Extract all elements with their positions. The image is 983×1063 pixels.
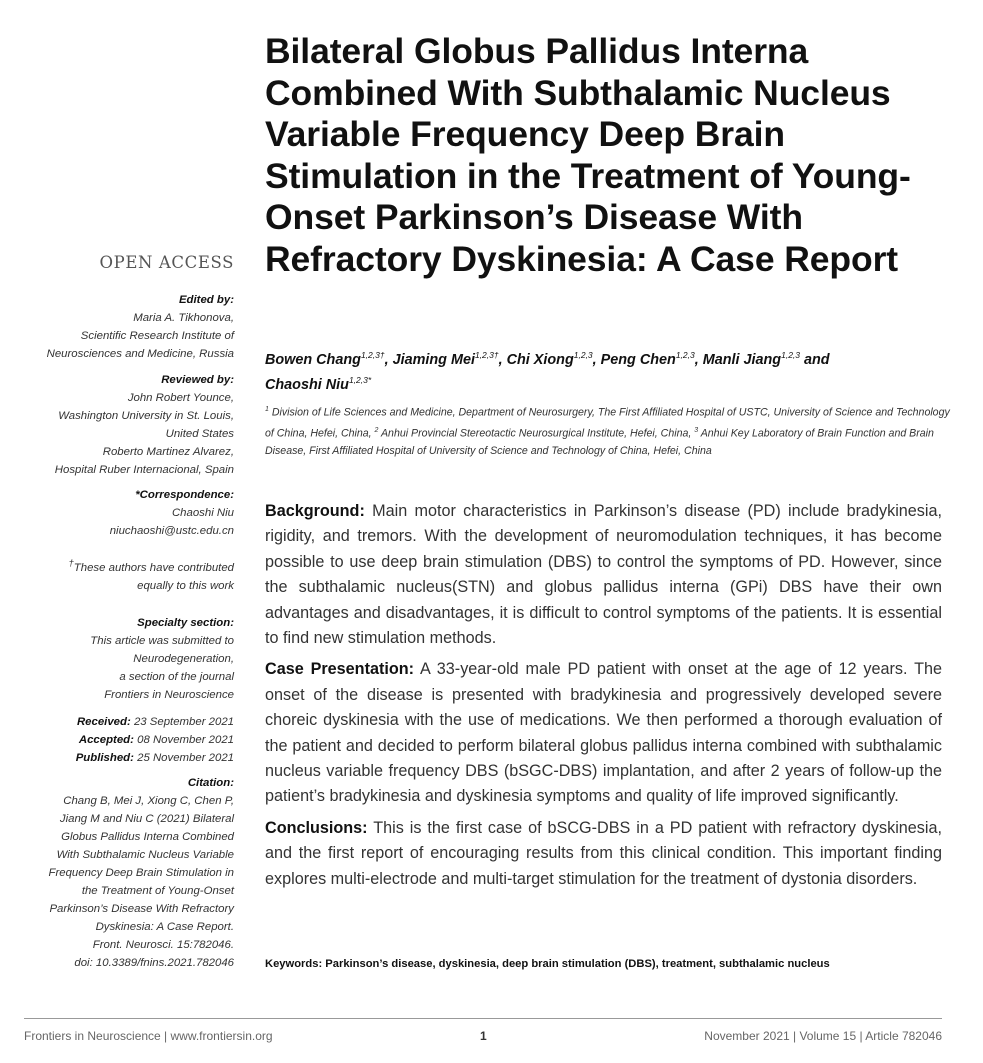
correspondence-name: Chaoshi Niu <box>171 507 234 519</box>
received-label: Received: <box>76 716 131 728</box>
abstract-conclusions <box>265 816 942 892</box>
author-name[interactable]: Peng Chen <box>600 351 676 368</box>
correspondence-heading: *Correspondence: <box>135 489 234 501</box>
affiliation-text: Anhui Key Laboratory of Brain Function and Brain Disease, First Affiliated Hospital of University of Science and Technology of China, Hefei, China <box>265 427 934 458</box>
affiliations <box>265 401 955 460</box>
accepted-label: Accepted: <box>78 734 134 746</box>
author-name[interactable]: Chi Xiong <box>506 351 574 368</box>
reviewer-line: United States <box>165 428 234 440</box>
footer-issue-info: November 2021 | Volume 15 | Article 782046 <box>704 1029 942 1043</box>
citation-line: Jiang M and Niu C (2021) Bilateral <box>59 813 234 825</box>
editor-line: Maria A. Tikhonova, <box>133 312 234 324</box>
contribution-text: These authors have contributed <box>73 561 234 574</box>
background-label: Background: <box>265 502 365 520</box>
accepted-date <box>20 731 234 749</box>
author-separator: and <box>800 351 830 368</box>
abstract-case-presentation <box>265 657 942 809</box>
author-separator: , <box>592 351 601 368</box>
citation-line: With Subthalamic Nucleus Variable <box>56 849 234 861</box>
conclusions-text: This is the first case of bSCG-DBS in a PD patient with refractory dyskinesia, and the first report of encouraging results from this clinical condition. This important finding explores multi-electrode and multi-target stimulation for the treatment of dystonia disorders. <box>265 818 942 888</box>
reviewer-line: Hospital Ruber Internacional, Spain <box>54 464 234 476</box>
specialty-line: This article was submitted to <box>90 635 234 647</box>
conclusions-label: Conclusions: <box>265 818 368 837</box>
editor-line: Scientific Research Institute of <box>80 330 234 342</box>
dagger-marker: † <box>68 558 74 569</box>
reviewer-line: Roberto Martinez Alvarez, <box>102 446 234 458</box>
author-separator: , <box>694 351 703 368</box>
contribution-line: equally to this work <box>137 579 234 592</box>
specialty-line: Neurodegeneration, <box>133 653 234 665</box>
reviewed-by-heading: Reviewed by: <box>161 374 234 386</box>
abstract <box>265 499 942 898</box>
correspondence-section <box>20 486 234 540</box>
received-value: 23 September 2021 <box>133 716 234 728</box>
accepted-value: 08 November 2021 <box>137 734 234 746</box>
published-value: 25 November 2021 <box>137 752 234 764</box>
author-affil-sup: 1,2,3 <box>675 350 695 360</box>
specialty-heading: Specialty section: <box>137 617 234 629</box>
author-separator: , <box>498 351 507 368</box>
citation-line: Dyskinesia: A Case Report. <box>95 921 234 933</box>
keywords: Keywords: Parkinson’s disease, dyskinesia, deep brain stimulation (DBS), treatment, subthalamic nucleus <box>265 958 830 970</box>
article-title: Bilateral Globus Pallidus Interna Combined With Subthalamic Nucleus Variable Frequency Deep Brain Stimulation in the Treatment of Young-Onset Parkinson’s Disease With Refractory Dyskinesia: A Case Report <box>265 31 911 279</box>
open-access-label: OPEN ACCESS <box>99 253 234 272</box>
received-date <box>20 713 234 731</box>
author-separator: , <box>384 351 393 368</box>
author-affil-sup: 1,2,3† <box>474 350 499 360</box>
specialty-line: a section of the journal <box>119 671 234 683</box>
citation-line: Parkinson’s Disease With Refractory <box>49 903 234 915</box>
author-name[interactable]: Jiaming Mei <box>392 351 475 368</box>
reviewer-line: Washington University in St. Louis, <box>58 410 234 422</box>
citation-line: the Treatment of Young-Onset <box>81 885 234 897</box>
footer-divider <box>24 1018 942 1019</box>
citation-section <box>20 774 234 972</box>
specialty-section <box>20 614 234 704</box>
contribution-line <box>20 555 234 577</box>
published-label: Published: <box>75 752 134 764</box>
affiliation-number: 3 <box>694 426 699 434</box>
citation-line: Frequency Deep Brain Stimulation in <box>48 867 234 879</box>
citation-line: Globus Pallidus Interna Combined <box>61 831 234 843</box>
affiliation-number: 2 <box>374 426 379 434</box>
citation-heading: Citation: <box>187 777 234 789</box>
author-list <box>265 345 955 395</box>
dates-section <box>20 713 234 767</box>
author-affil-sup: 1,2,3 <box>781 350 801 360</box>
citation-line: Chang B, Mei J, Xiong C, Chen P, <box>63 795 234 807</box>
case-presentation-text: A 33-year-old male PD patient with onset at the age of 12 years. The onset of the disease is presented with bradykinesia and progressively developed severe choreic dyskinesia with the use of medications. We then performed a thorough evaluation of the patient and decided to perform bilateral globus pallidus interna combined with subthalamic nucleus variable frequency DBS (bSGC-DBS) implantation, and after 2 years of follow-up the patient’s bradykinesia and dyskinesia symptoms and quality of life improved significantly. <box>265 660 942 806</box>
page-number: 1 <box>480 1029 487 1043</box>
author-name[interactable]: Manli Jiang <box>702 351 782 368</box>
affiliation-text: Division of Life Sciences and Medicine, Department of Neurosurgery, The First Affiliated Hospital of USTC, University of Science and Technology of China, Hefei, China, <box>265 406 950 440</box>
author-name[interactable]: Bowen Chang <box>265 351 361 368</box>
reviewer-line: John Robert Younce, <box>127 392 234 404</box>
affiliation-text: Anhui Provincial Stereotactic Neurosurgical Institute, Hefei, China, <box>378 427 695 440</box>
published-date <box>20 749 234 767</box>
author-name[interactable]: Chaoshi Niu <box>265 376 349 393</box>
case-presentation-label: Case Presentation: <box>265 660 415 679</box>
author-affil-sup: 1,2,3 <box>573 350 593 360</box>
edited-by-heading: Edited by: <box>178 294 234 306</box>
contribution-note <box>20 555 234 595</box>
editor-line: Neurosciences and Medicine, Russia <box>46 348 234 360</box>
specialty-line: Frontiers in Neuroscience <box>104 689 234 701</box>
author-affil-sup: 1,2,3† <box>360 350 385 360</box>
background-text: Main motor characteristics in Parkinson’s disease (PD) include bradykinesia, rigidity, and tremors. With the development of neuromodulation techniques, it has become possible to use deep brain stimulation (DBS) to control the symptoms of PD. However, since the subthalamic nucleus(STN) and globus pallidus interna (GPi) DBS have their own advantages and disadvantages, it is difficult to control symptoms of the patients. It is essential to find new stimulation methods. <box>265 502 942 648</box>
correspondence-email[interactable]: niuchaoshi@ustc.edu.cn <box>109 525 234 537</box>
citation-line: Front. Neurosci. 15:782046. <box>92 939 234 951</box>
abstract-background <box>265 499 942 651</box>
reviewed-by-section <box>20 371 234 479</box>
citation-doi[interactable]: doi: 10.3389/fnins.2021.782046 <box>74 957 234 969</box>
author-affil-sup: 1,2,3* <box>348 374 372 385</box>
footer-journal[interactable]: Frontiers in Neuroscience | www.frontiersin.org <box>24 1029 273 1043</box>
edited-by-section <box>20 291 234 363</box>
affiliation-number: 1 <box>265 406 269 413</box>
